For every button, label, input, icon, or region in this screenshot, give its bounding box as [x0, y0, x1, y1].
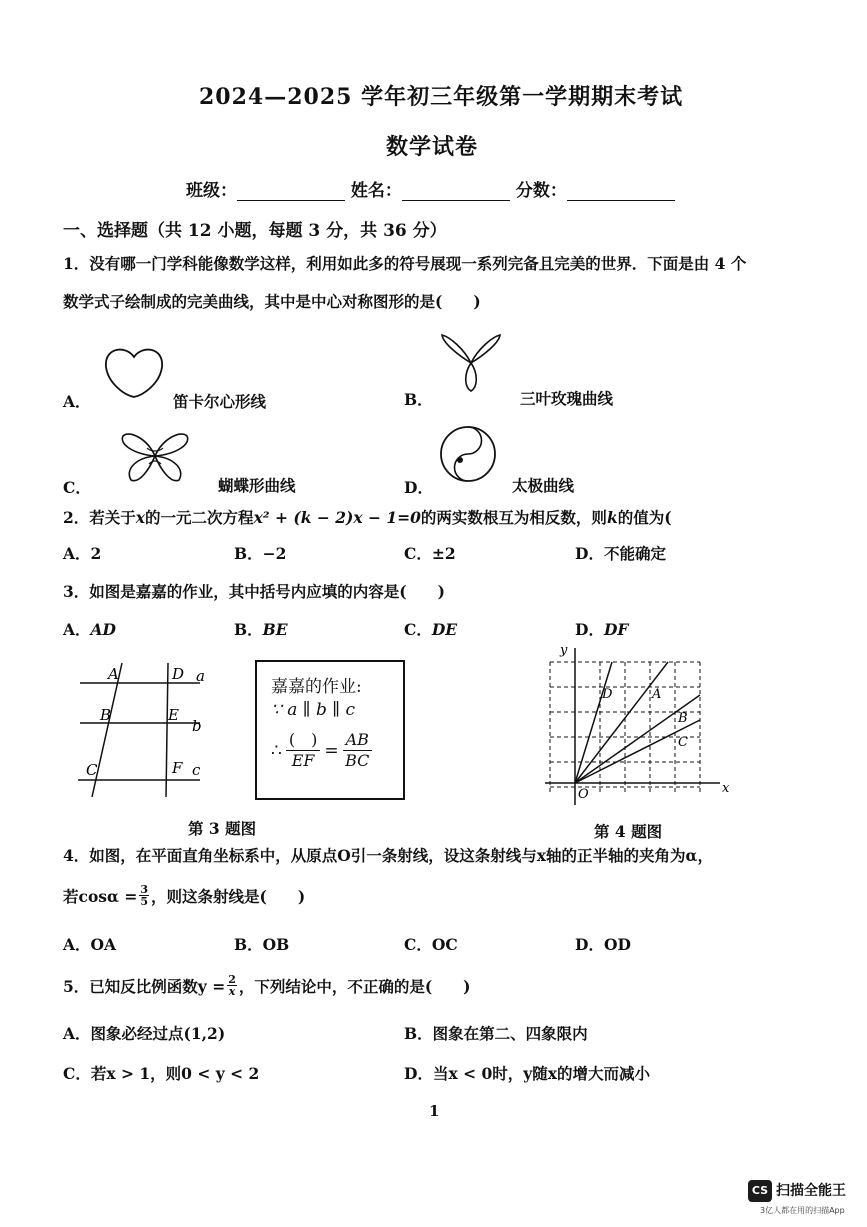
q2-text-mid: 的一元二次方程	[145, 508, 254, 527]
exam-subtitle: 数学试卷	[386, 134, 479, 160]
q2-var-x: x	[135, 508, 146, 527]
q4-fig-axis-x: x	[722, 781, 730, 796]
q4-fig-point-B: B	[678, 711, 688, 726]
q1-option-c-caption: 蝴蝶形曲线	[218, 476, 296, 495]
homework-ab: AB	[343, 730, 372, 751]
three-leaf-rose-figure	[438, 333, 504, 393]
name-label: 姓名：	[350, 181, 402, 201]
q4-option-a[interactable]: A．OA	[63, 935, 117, 954]
homework-proportion	[271, 730, 372, 771]
q5-stem	[63, 974, 471, 997]
homework-title: 嘉嘉的作业:	[271, 677, 362, 697]
q3-b-value: BE	[262, 620, 288, 639]
q5-option-d[interactable]: D．当x < 0时，y随x的增大而减小	[404, 1064, 650, 1083]
q3-d-letter: D．	[575, 620, 604, 639]
q1-line2: 数学式子绘制成的完美曲线，其中是中心对称图形的是( )	[63, 292, 481, 311]
q4-option-d[interactable]: D．OD	[575, 935, 631, 954]
q5-frac-den: x	[228, 985, 236, 998]
info-row	[186, 176, 675, 201]
q2-stem	[63, 506, 672, 528]
q3-stem: 3．如图是嘉嘉的作业，其中括号内应填的内容是( )	[63, 582, 445, 601]
q3-fig-label-E: E	[168, 706, 179, 724]
scanner-logo-icon: CS	[748, 1180, 772, 1202]
q3-fig-label-D: D	[172, 665, 185, 683]
score-blank[interactable]	[567, 183, 675, 201]
q5-option-b[interactable]: B．图象在第二、四象限内	[404, 1024, 588, 1043]
q1-option-d-letter[interactable]: D．	[404, 478, 433, 497]
q1-line1: 1．没有哪一门学科能像数学这样，利用如此多的符号展现一系列完备且完美的世界．下面是由 4 个	[63, 254, 747, 273]
homework-right-fraction	[343, 730, 372, 771]
homework-therefore: ∴	[271, 740, 282, 761]
q4-option-c[interactable]: C．OC	[404, 935, 458, 954]
q3-fig-label-a: a	[196, 667, 205, 685]
q2-option-b[interactable]: B．−2	[234, 544, 287, 563]
q4-fraction	[139, 884, 149, 907]
q5-text-pre: 5．已知反比例函数y =	[63, 976, 226, 996]
q3-fig-label-b: b	[192, 717, 202, 735]
q3-option-c[interactable]	[404, 618, 457, 640]
q1-option-b-letter[interactable]: B．	[404, 390, 433, 409]
q4-line2	[63, 884, 305, 907]
homework-box	[255, 660, 405, 800]
q2-text-end: 的值为(	[617, 508, 672, 527]
homework-left-fraction	[286, 730, 321, 771]
q2-equation: x² + (k − 2)x − 1=0	[253, 508, 421, 527]
scanner-tagline: 3亿人都在用的扫描App	[760, 1206, 845, 1215]
section-heading: 一、选择题（共 12 小题，每题 3 分，共 36 分）	[63, 221, 447, 241]
q4-frac-num: 3	[140, 883, 148, 896]
homework-bc: BC	[345, 751, 370, 770]
name-blank[interactable]	[402, 183, 510, 201]
q3-option-d[interactable]	[575, 618, 628, 640]
q2-text-post: 的两实数根互为相反数，则	[420, 508, 607, 527]
q3-fig-label-C: C	[86, 761, 98, 779]
q1-option-a-caption: 笛卡尔心形线	[173, 392, 267, 411]
q3-a-letter: A．	[63, 620, 91, 639]
class-blank[interactable]	[237, 183, 345, 201]
q2-text-pre: 2．若关于	[63, 508, 136, 527]
q4-fig-point-C: C	[678, 735, 688, 750]
q3-b-letter: B．	[234, 620, 263, 639]
q2-option-a[interactable]: A．2	[63, 544, 102, 563]
q3-c-letter: C．	[404, 620, 432, 639]
q3-fig-label-A: A	[108, 665, 119, 683]
q5-fraction	[227, 974, 237, 997]
q1-option-c-letter[interactable]: C．	[63, 478, 91, 497]
q2-option-c[interactable]: C．±2	[404, 544, 456, 563]
q4-frac-den: 5	[140, 895, 148, 908]
q4-fig-axis-y: y	[560, 643, 568, 658]
q2-var-k: k	[606, 508, 618, 527]
q5-option-c[interactable]: C．若x > 1，则0 < y < 2	[63, 1064, 260, 1083]
q2-option-d[interactable]: D．不能确定	[575, 544, 666, 563]
q4-line1: 4．如图，在平面直角坐标系中，从原点O引一条射线，设这条射线与x轴的正半轴的夹角为α，	[63, 846, 713, 865]
q3-option-a[interactable]	[63, 618, 116, 640]
scanner-brand: 扫描全能王	[776, 1183, 846, 1199]
q3-fig-caption: 第 3 题图	[188, 819, 257, 838]
q4-fig-origin: O	[578, 787, 589, 802]
homework-blank[interactable]: ( )	[286, 730, 321, 751]
q5-text-post: ，下列结论中，不正确的是( )	[238, 976, 471, 996]
q1-option-d-caption: 太极曲线	[512, 476, 575, 495]
q4-grid-figure	[540, 640, 740, 820]
q3-option-b[interactable]	[234, 618, 288, 640]
q5-frac-num: 2	[228, 973, 236, 986]
exam-title: 2024—2025 学年初三年级第一学期期末考试	[199, 84, 684, 110]
q4-line2-post: ，则这条射线是( )	[150, 886, 306, 906]
q3-a-value: AD	[90, 620, 116, 639]
q4-cos-text: 若cosα =	[63, 886, 138, 906]
cardioid-figure	[104, 345, 164, 400]
taiji-curve-figure	[438, 424, 498, 484]
q4-option-b[interactable]: B．OB	[234, 935, 290, 954]
q3-fig-label-c: c	[192, 761, 201, 779]
q4-fig-caption: 第 4 题图	[594, 822, 663, 841]
q3-parallel-lines-figure	[70, 655, 220, 805]
q4-fig-point-D: D	[602, 687, 613, 702]
q3-fig-label-F: F	[172, 759, 183, 777]
q1-option-a-letter[interactable]: A．	[63, 392, 91, 411]
butterfly-curve-figure	[119, 428, 191, 486]
homework-ef: EF	[291, 751, 315, 770]
homework-given: ∵ a ∥ b ∥ c	[271, 700, 356, 720]
q4-fig-point-A: A	[652, 687, 662, 702]
q3-d-value: DF	[603, 620, 629, 639]
homework-equals: =	[324, 740, 339, 761]
class-label: 班级：	[186, 181, 237, 201]
q1-option-b-caption: 三叶玫瑰曲线	[520, 389, 614, 408]
score-label: 分数：	[515, 181, 567, 201]
q3-c-value: DE	[431, 620, 458, 639]
q3-fig-label-B: B	[100, 706, 112, 724]
q5-option-a[interactable]: A．图象必经过点(1,2)	[63, 1024, 226, 1043]
page-number: 1	[429, 1102, 440, 1120]
